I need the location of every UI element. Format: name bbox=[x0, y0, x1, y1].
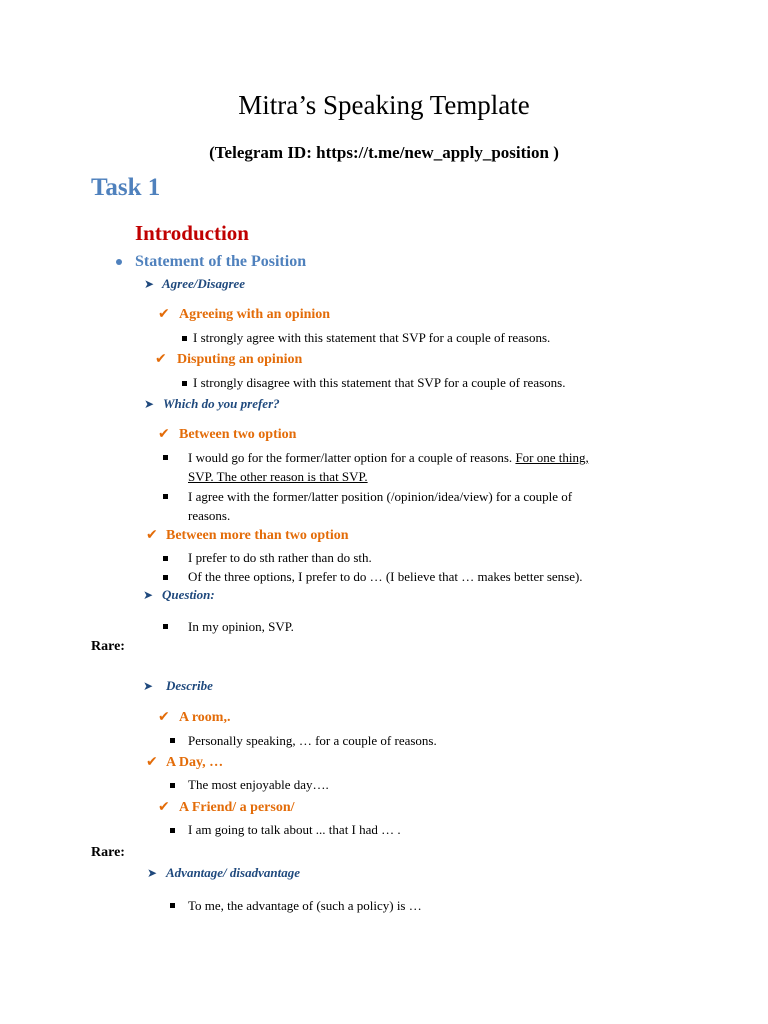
arrow-icon: ➤ bbox=[144, 277, 155, 291]
disputing-text: I strongly disagree with this statement that SVP for a couple of reasons. bbox=[193, 375, 566, 390]
square-bullet-icon bbox=[163, 575, 168, 580]
introduction-heading: Introduction bbox=[135, 221, 249, 245]
room-text: Personally speaking, … for a couple of reasons. bbox=[188, 733, 437, 748]
square-bullet-icon bbox=[182, 336, 187, 341]
two-option-text-1b: For one thing, bbox=[515, 450, 589, 465]
friend-label: A Friend/ a person/ bbox=[179, 800, 295, 815]
check-icon: ✔ bbox=[146, 527, 158, 543]
two-option-label: Between two option bbox=[179, 427, 297, 442]
check-icon: ✔ bbox=[146, 754, 158, 770]
check-icon: ✔ bbox=[158, 709, 170, 725]
day-label: A Day, … bbox=[166, 755, 224, 770]
disputing-label: Disputing an opinion bbox=[177, 352, 303, 367]
more-option-text-2: Of the three options, I prefer to do … (I believe that … makes better sense). bbox=[188, 569, 583, 584]
arrow-icon: ➤ bbox=[147, 866, 158, 880]
advantage-heading: Advantage/ disadvantage bbox=[166, 865, 300, 880]
statement-heading: Statement of the Position bbox=[135, 253, 307, 270]
arrow-icon: ➤ bbox=[143, 588, 154, 602]
two-option-text-2b: reasons. bbox=[188, 508, 231, 523]
day-text: The most enjoyable day…. bbox=[188, 777, 329, 792]
document-title: Mitra’s Speaking Template bbox=[238, 90, 530, 120]
two-option-text-1 bbox=[188, 450, 589, 466]
arrow-icon: ➤ bbox=[143, 679, 154, 693]
agree-disagree-heading: Agree/Disagree bbox=[162, 276, 246, 291]
check-icon: ✔ bbox=[158, 799, 170, 815]
question-heading: Question: bbox=[162, 587, 215, 602]
square-bullet-icon bbox=[170, 903, 175, 908]
check-icon: ✔ bbox=[158, 306, 170, 322]
agreeing-label: Agreeing with an opinion bbox=[179, 307, 331, 322]
square-bullet-icon bbox=[170, 783, 175, 788]
dot-icon bbox=[116, 259, 122, 265]
question-text: In my opinion, SVP. bbox=[188, 619, 294, 634]
square-bullet-icon bbox=[163, 455, 168, 460]
two-option-text-1a: I would go for the former/latter option for a couple of reasons. bbox=[188, 450, 516, 465]
advantage-text: To me, the advantage of (such a policy) is … bbox=[188, 898, 422, 913]
square-bullet-icon bbox=[170, 738, 175, 743]
rare-label: Rare: bbox=[91, 845, 125, 860]
two-option-text-2: I agree with the former/latter position (/opinion/idea/view) for a couple of bbox=[188, 489, 573, 504]
two-option-text-1c: SVP. The other reason is that SVP. bbox=[188, 469, 368, 484]
task-heading: Task 1 bbox=[91, 174, 161, 201]
check-icon: ✔ bbox=[158, 426, 170, 442]
arrow-icon: ➤ bbox=[144, 397, 155, 411]
telegram-id: (Telegram ID: https://t.me/new_apply_position ) bbox=[209, 143, 559, 162]
room-label: A room,. bbox=[179, 710, 231, 725]
more-option-label: Between more than two option bbox=[166, 528, 349, 543]
square-bullet-icon bbox=[163, 556, 168, 561]
square-bullet-icon bbox=[182, 381, 187, 386]
friend-text: I am going to talk about ... that I had … . bbox=[188, 822, 401, 837]
prefer-heading: Which do you prefer? bbox=[163, 396, 280, 411]
rare-label: Rare: bbox=[91, 639, 125, 654]
describe-heading: Describe bbox=[166, 678, 213, 693]
square-bullet-icon bbox=[163, 494, 168, 499]
agreeing-text: I strongly agree with this statement that SVP for a couple of reasons. bbox=[193, 330, 551, 345]
square-bullet-icon bbox=[163, 624, 168, 629]
square-bullet-icon bbox=[170, 828, 175, 833]
check-icon: ✔ bbox=[155, 351, 167, 367]
more-option-text-1: I prefer to do sth rather than do sth. bbox=[188, 550, 372, 565]
